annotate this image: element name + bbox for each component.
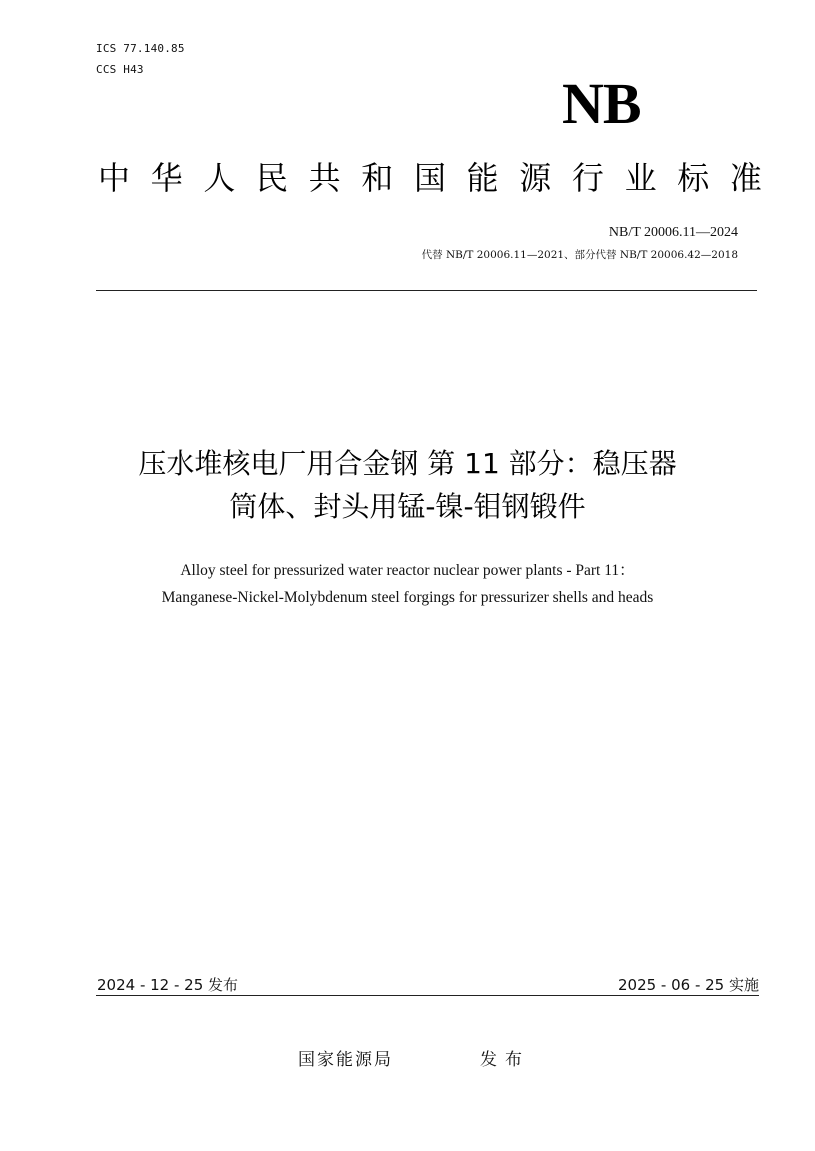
- standard-category-char: 准: [729, 159, 762, 197]
- standard-category-char: 标: [677, 159, 710, 197]
- replaces-note: 代替 NB/T 20006.11—2021、部分代替 NB/T 20006.42—2018: [421, 249, 738, 261]
- footer-divider: [96, 995, 759, 996]
- standard-category-char: 能: [466, 159, 499, 197]
- standard-category-char: 源: [519, 159, 552, 197]
- chinese-title-line-2: 筒体、封头用锰-镍-钼钢锻件: [229, 490, 586, 523]
- standard-category-char: 共: [308, 159, 341, 197]
- standard-category-char: 华: [150, 159, 183, 197]
- ics-code: ICS 77.140.85: [96, 42, 185, 55]
- standard-category-char: 和: [361, 159, 394, 197]
- english-title-line-1: Alloy steel for pressurized water reactor nuclear power plants - Part 11：: [180, 562, 635, 579]
- ccs-code: CCS H43: [96, 63, 144, 76]
- standard-category-char: 业: [624, 159, 657, 197]
- standard-category-char: 人: [203, 159, 236, 197]
- standard-category-char: 中: [98, 159, 131, 197]
- header-divider: [96, 290, 757, 291]
- standard-category-title: [98, 158, 762, 198]
- implementation-date: 2025 - 06 - 25 实施: [617, 976, 759, 994]
- issue-date: 2024 - 12 - 25 发布: [97, 976, 239, 994]
- issuing-authority: 国家能源局: [298, 1050, 393, 1070]
- english-title-line-2: Manganese-Nickel-Molybdenum steel forgings for pressurizer shells and heads: [161, 589, 654, 606]
- nb-logo: NB: [562, 71, 641, 136]
- standard-category-char: 国: [413, 159, 446, 197]
- standard-category-char: 民: [255, 159, 288, 197]
- standard-number: NB/T 20006.11—2024: [608, 225, 738, 240]
- issue-label: 发布: [480, 1050, 530, 1070]
- standard-category-char: 行: [571, 159, 604, 197]
- chinese-title-line-1: 压水堆核电厂用合金钢 第 11 部分：稳压器: [138, 447, 677, 480]
